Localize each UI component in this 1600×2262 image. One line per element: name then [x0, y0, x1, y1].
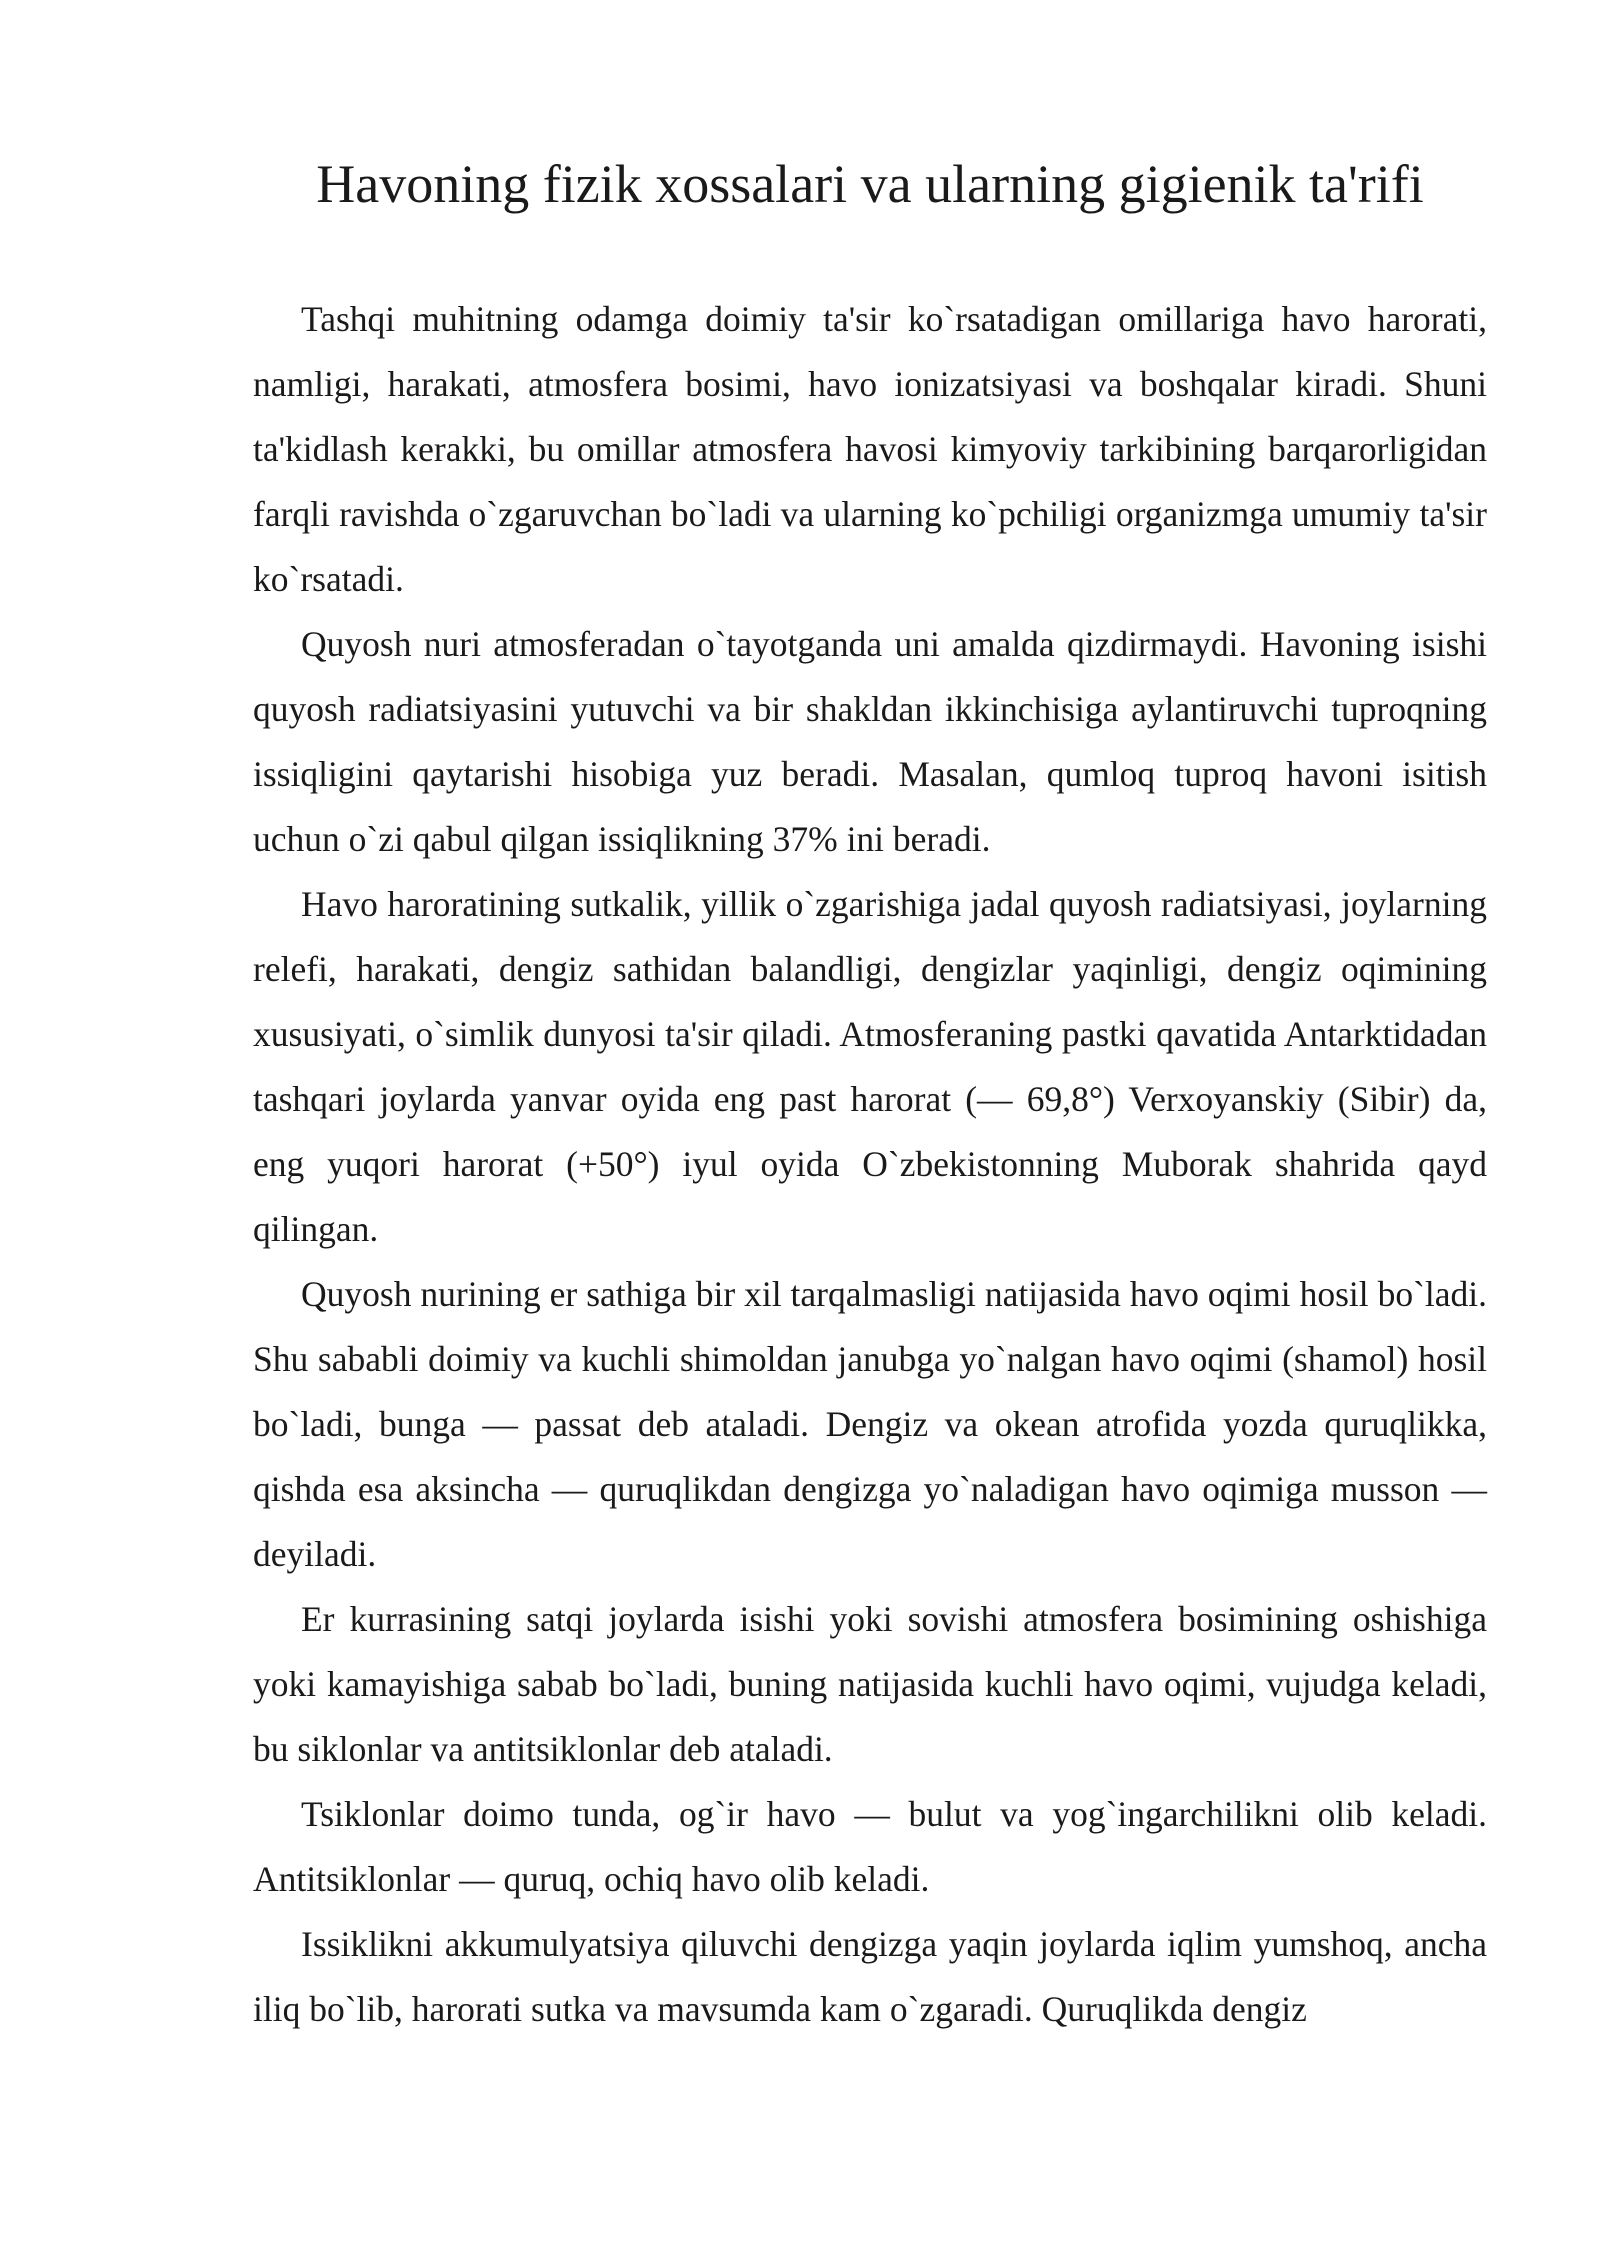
document-page — [253, 150, 1487, 2042]
paragraph: Havo haroratining sutkalik, yillik o`zgarishiga jadal quyosh radiatsiyasi, joylarning relefi, harakati, dengiz sathidan balandligi, dengizlar yaqinligi, dengiz oqimining xususiyati, o`simlik dunyosi ta'sir qiladi. Atmosferaning pastki qavatida Antarktidadan tashqari joylarda yanvar oyida eng past harorat (— 69,8°) Verxoyanskiy (Sibir) da, eng yuqori harorat (+50°) iyul oyida O`zbekistonning Muborak shahrida qayd qilingan. — [253, 884, 1487, 1249]
paragraph: Tsiklonlar doimo tunda, og`ir havo — bulut va yog`ingarchilikni olib keladi. Antitsiklonlar — quruq, ochiq havo olib keladi. — [253, 1794, 1487, 1899]
paragraph: Quyosh nuri atmosferadan o`tayotganda uni amalda qizdirmaydi. Havoning isishi quyosh radiatsiyasini yutuvchi va bir shakldan ikkinchisiga aylantiruvchi tuproqning issiqligini qaytarishi hisobiga yuz beradi. Masalan, qumloq tuproq havoni isitish uchun o`zi qabul qilgan issiqlikning 37% ini beradi. — [253, 624, 1487, 859]
paragraph: Issiklikni akkumulyatsiya qiluvchi dengizga yaqin joylarda iqlim yumshoq, ancha iliq bo`lib, harorati sutka va mavsumda kam o`zgaradi. Quruqlikda dengiz — [253, 1924, 1487, 2029]
document-title: Havoning fizik xossalari va ularning gigienik ta'rifi — [316, 154, 1424, 214]
paragraph: Quyosh nurining er sathiga bir xil tarqalmasligi natijasida havo oqimi hosil bo`ladi. Shu sababli doimiy va kuchli shimoldan janubga yo`nalgan havo oqimi (shamol) hosil bo`ladi, bunga — passat deb ataladi. Dengiz va okean atrofida yozda quruqlikka, qishda esa aksincha — quruqlikdan dengizga yo`naladigan havo oqimiga musson — deyiladi. — [253, 1274, 1487, 1574]
paragraph: Tashqi muhitning odamga doimiy ta'sir ko`rsatadigan omillariga havo harorati, namligi, harakati, atmosfera bosimi, havo ionizatsiyasi va boshqalar kiradi. Shuni ta'kidlash kerakki, bu omillar atmosfera havosi kimyoviy tarkibining barqarorligidan farqli ravishda o`zgaruvchan bo`ladi va ularning ko`pchiligi organizmga umumiy ta'sir ko`rsatadi. — [253, 299, 1487, 599]
document-body — [253, 287, 1487, 2042]
paragraph: Er kurrasining satqi joylarda isishi yoki sovishi atmosfera bosimining oshishiga yoki kamayishiga sabab bo`ladi, buning natijasida kuchli havo oqimi, vujudga keladi, bu siklonlar va antitsiklonlar deb ataladi. — [253, 1599, 1487, 1769]
